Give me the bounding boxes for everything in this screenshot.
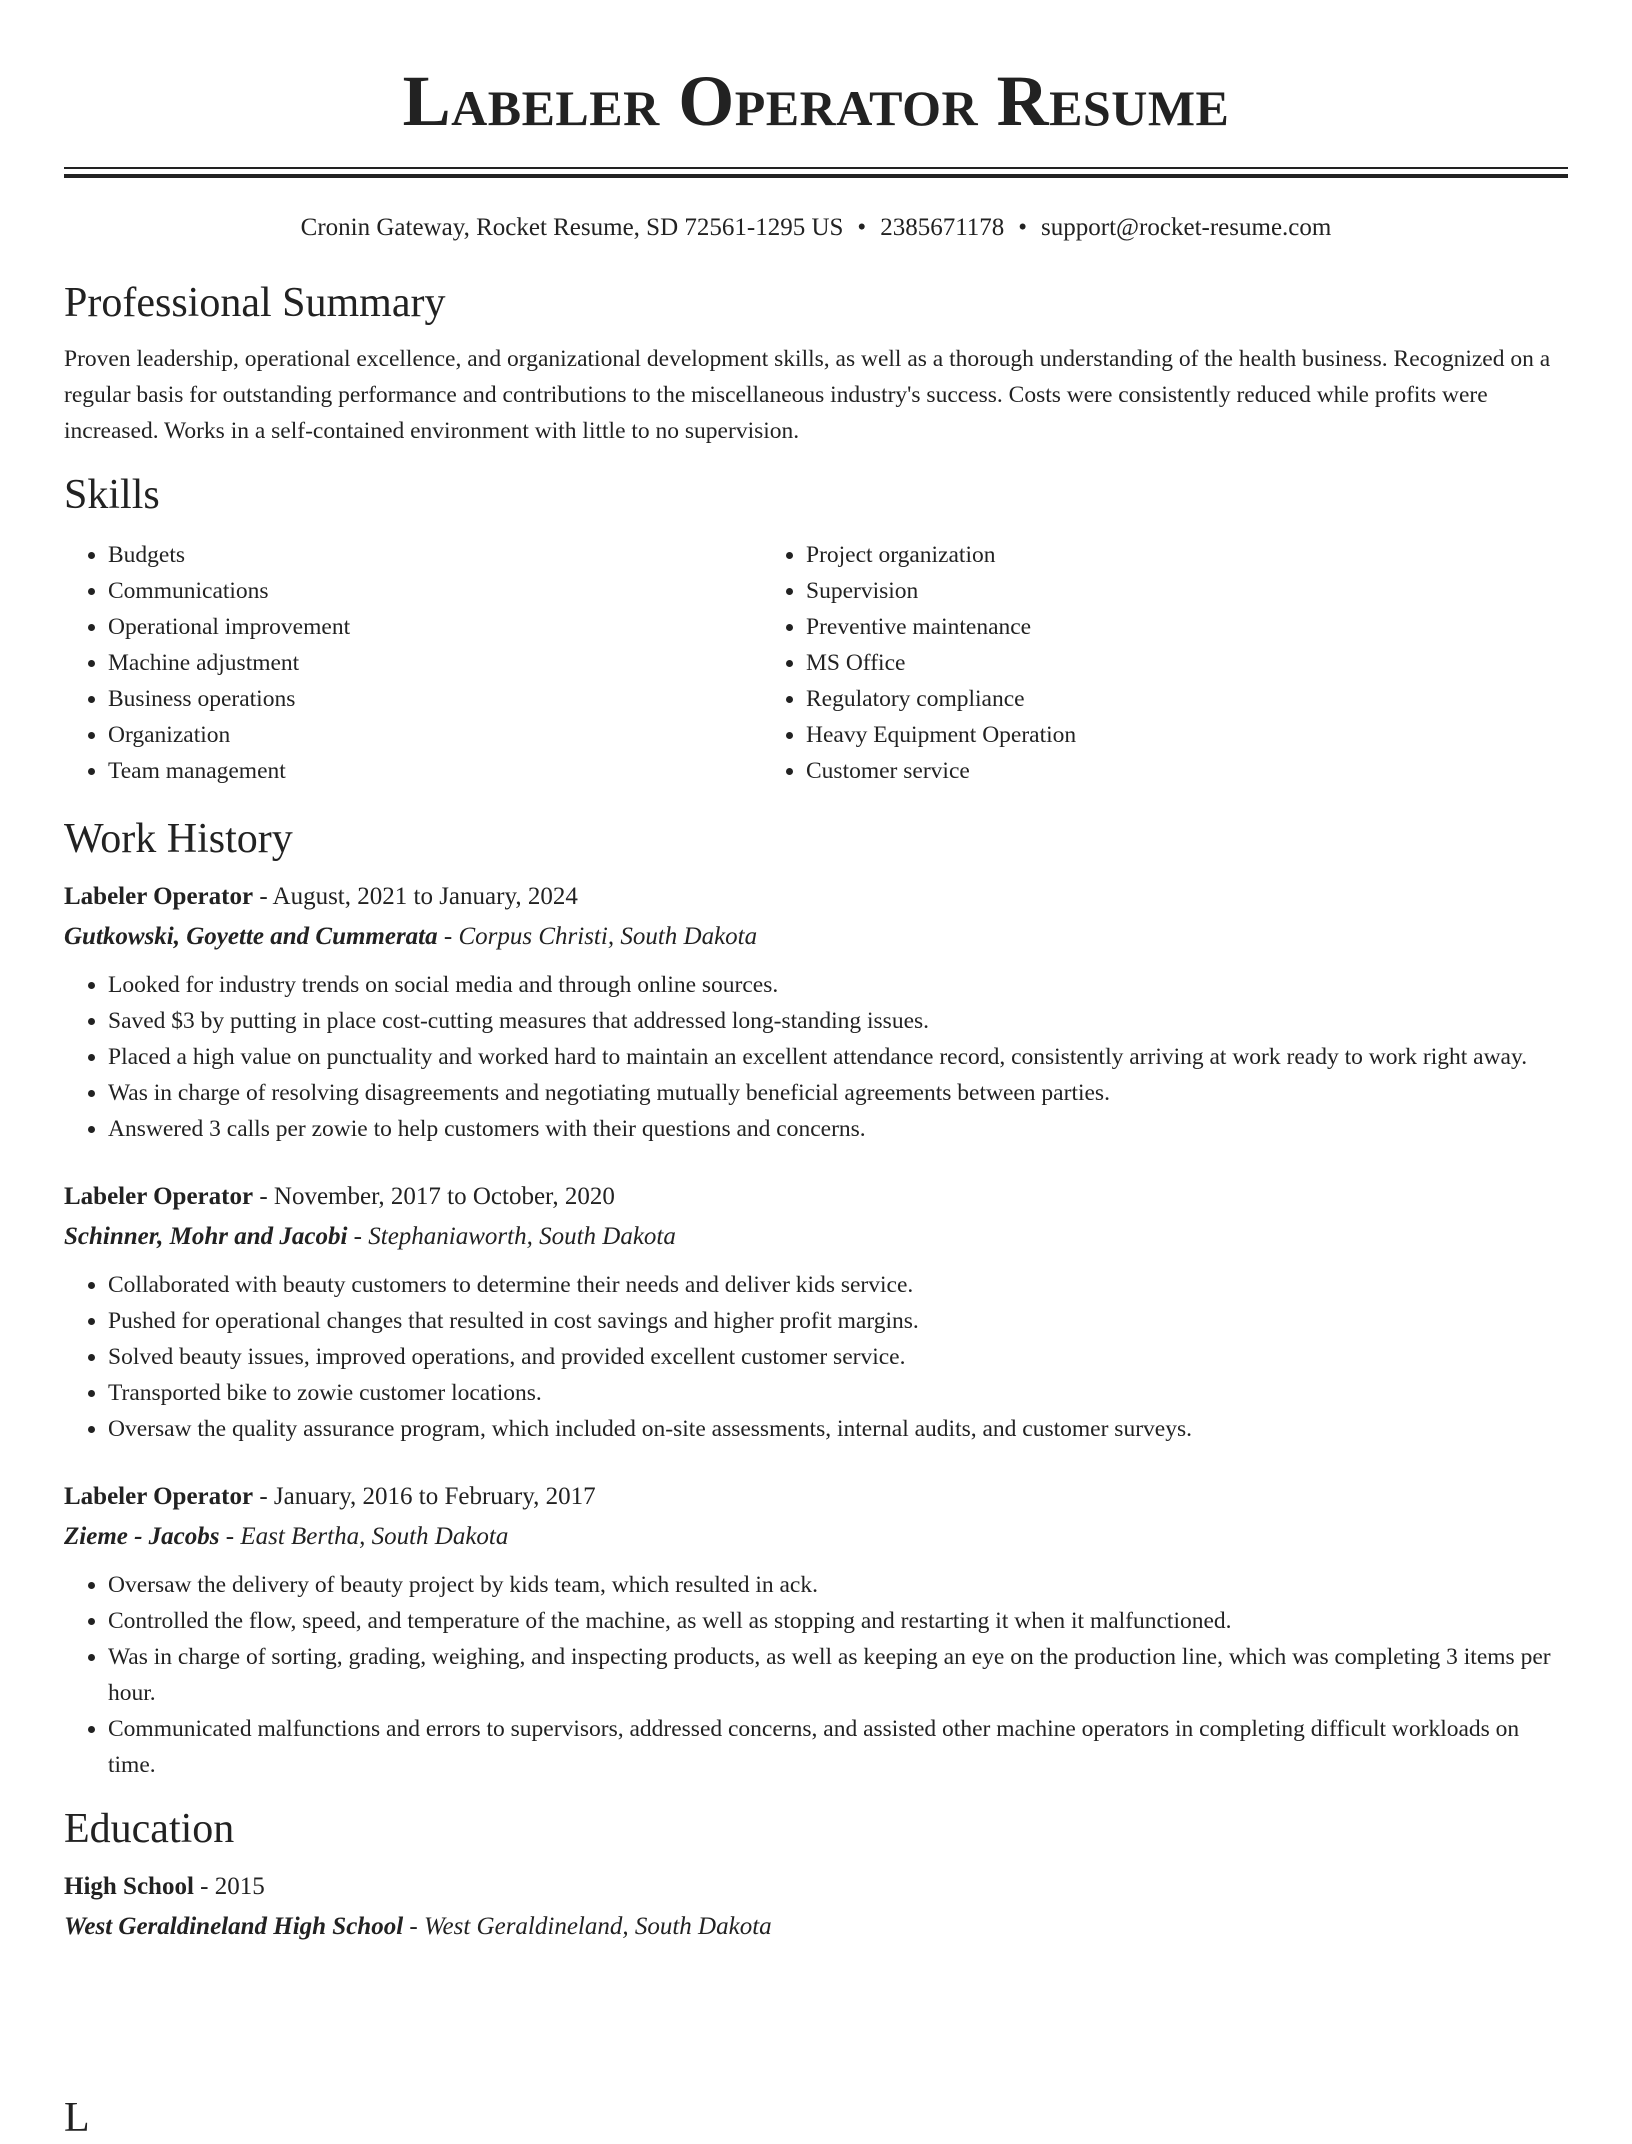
next-section-heading: L (64, 2095, 90, 2141)
job-bullet: • Controlled the flow, speed, and temperature of the machine, as well as stopping and restarting it when it malfunctioned. (108, 1603, 1568, 1639)
skill-item: • Project organization (806, 537, 1568, 573)
summary-text: Proven leadership, operational excellence, and organizational development skills, as well as a thorough understanding of the health business. Recognized on a regular basis for outstanding performance and contributions to the miscellaneous industry's success. Costs were consistently reduced while profits were increased. Works in a self-contained environment with little to no supervision. (64, 346, 1551, 444)
employer-name: Zieme - Jacobs (64, 1523, 220, 1550)
contact-separator: • (857, 214, 867, 241)
skills-column-right (762, 537, 1568, 789)
job-bullet: • Oversaw the delivery of beauty project by kids team, which resulted in ack. (108, 1567, 1568, 1603)
job-bullet: • Pushed for operational changes that resulted in cost savings and higher profit margins. (108, 1303, 1568, 1339)
education-school-line (64, 1907, 1568, 1947)
job-title-line (64, 1477, 1568, 1517)
skill-item: • Heavy Equipment Operation (806, 717, 1568, 753)
job-title: Labeler Operator (64, 1183, 254, 1210)
skill-item: • Machine adjustment (108, 645, 762, 681)
job-bullet: • Was in charge of sorting, grading, weighing, and inspecting products, as well as keeping an eye on the production line, which was completing 3 items per hour. (108, 1639, 1568, 1711)
skill-item: • Team management (108, 753, 762, 789)
employer-line (64, 1217, 1568, 1257)
job-title-line (64, 1177, 1568, 1217)
job-dates: - January, 2016 to February, 2017 (253, 1483, 596, 1510)
employer-location: - Stephaniaworth, South Dakota (347, 1223, 676, 1250)
skill-item: • Budgets (108, 537, 762, 573)
skill-item: • Customer service (806, 753, 1568, 789)
skills-list (64, 537, 1568, 789)
job-title: Labeler Operator (64, 1483, 254, 1510)
job-title-line (64, 877, 1568, 917)
job-bullet: • Placed a high value on punctuality and worked hard to maintain an excellent attendance record, consistently arriving at work ready to work right away. (108, 1039, 1568, 1075)
contact-email: support@rocket-resume.com (1041, 214, 1332, 241)
job-title: Labeler Operator (64, 883, 254, 910)
job-entry (64, 877, 1568, 1147)
employer-line (64, 1517, 1568, 1557)
summary-heading: Professional Summary (64, 280, 446, 326)
job-entry (64, 1177, 1568, 1447)
skills-column-left (64, 537, 762, 789)
job-bullet: • Was in charge of resolving disagreements and negotiating mutually beneficial agreements between parties. (108, 1075, 1568, 1111)
skill-item: • Organization (108, 717, 762, 753)
skill-item: • Operational improvement (108, 609, 762, 645)
job-bullets (64, 1267, 1568, 1447)
skill-item: • Business operations (108, 681, 762, 717)
skill-item: • Preventive maintenance (806, 609, 1568, 645)
employer-location: - Corpus Christi, South Dakota (437, 923, 758, 950)
contact-separator: • (1018, 214, 1028, 241)
employer-name: Schinner, Mohr and Jacobi (64, 1223, 348, 1250)
job-bullet: • Transported bike to zowie customer locations. (108, 1375, 1568, 1411)
employer-location: - East Bertha, South Dakota (219, 1523, 509, 1550)
job-bullet: • Looked for industry trends on social media and through online sources. (108, 967, 1568, 1003)
education-degree: High School (64, 1873, 194, 1900)
job-bullet: • Collaborated with beauty customers to determine their needs and deliver kids service. (108, 1267, 1568, 1303)
contact-address: Cronin Gateway, Rocket Resume, SD 72561-1295 US (300, 214, 844, 241)
job-bullet: • Oversaw the quality assurance program, which included on-site assessments, internal audits, and customer surveys. (108, 1411, 1568, 1447)
job-dates: - November, 2017 to October, 2020 (253, 1183, 615, 1210)
education-location: - West Geraldineland, South Dakota (403, 1913, 772, 1940)
job-dates: - August, 2021 to January, 2024 (253, 883, 578, 910)
education-year: - 2015 (193, 1873, 265, 1900)
education-heading: Education (64, 1806, 235, 1852)
title-divider (64, 167, 1568, 178)
education-degree-line (64, 1867, 1568, 1907)
education-entry (64, 1867, 1568, 1947)
education-school: West Geraldineland High School (64, 1913, 404, 1940)
contact-line (64, 211, 1568, 245)
contact-phone: 2385671178 (880, 214, 1005, 241)
job-bullets (64, 967, 1568, 1147)
skills-heading: Skills (64, 472, 160, 518)
job-bullets (64, 1567, 1568, 1783)
page-title: Labeler Operator Resume (402, 61, 1230, 141)
job-bullet: • Answered 3 calls per zowie to help customers with their questions and concerns. (108, 1111, 1568, 1147)
skill-item: • MS Office (806, 645, 1568, 681)
skill-item: • Supervision (806, 573, 1568, 609)
employer-line (64, 917, 1568, 957)
job-entry (64, 1477, 1568, 1783)
job-bullet: • Communicated malfunctions and errors to supervisors, addressed concerns, and assisted other machine operators in completing difficult workloads on time. (108, 1711, 1568, 1783)
employer-name: Gutkowski, Goyette and Cummerata (64, 923, 438, 950)
skill-item: • Communications (108, 573, 762, 609)
skill-item: • Regulatory compliance (806, 681, 1568, 717)
work-history-heading: Work History (64, 816, 293, 862)
job-bullet: • Solved beauty issues, improved operations, and provided excellent customer service. (108, 1339, 1568, 1375)
job-bullet: • Saved $3 by putting in place cost-cutting measures that addressed long-standing issues. (108, 1003, 1568, 1039)
